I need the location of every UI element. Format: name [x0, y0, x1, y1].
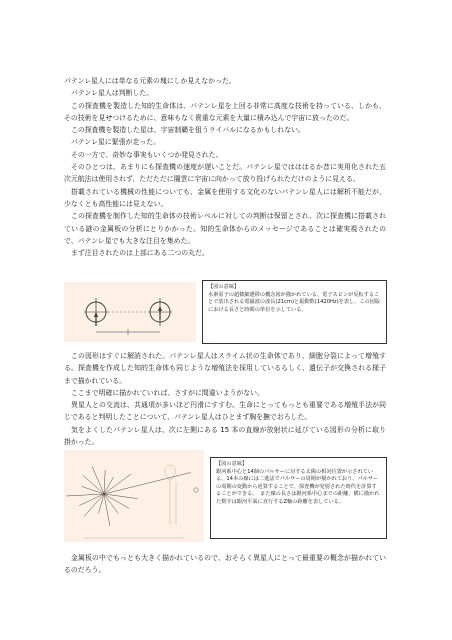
caption-heading: 【図の意味】: [208, 284, 240, 290]
pulsar-line: [104, 494, 138, 499]
figure1-caption: [202, 280, 387, 344]
paragraph: この探査機を製造した知的生命体は、パテンレ星を上回る非常に高度な技術を持っている、しかも、その技術を見せつけるために、意味もなく貴重な元素を大量に積み込んで宇宙に放ったのだ。: [64, 101, 386, 122]
paragraph: パテンレ星に緊張が走った。: [71, 138, 161, 147]
caption-body: 銀河系中心と14個のパルサーに対する太陽の相対位置が示されている。14本の線には二進法でパルサーの周期が描かれており、パルサーの周期の変動から逆算することで、探査機が発射された時代を計算することができる。 また線の長さは銀河系中心までの距離、横に描かれた数字は銀河平面に直行するZ軸の距離を表している。: [216, 468, 380, 505]
paragraph: まず注目されたのは上部にある二つの丸だ。: [71, 249, 209, 258]
caption-body: 水素原子の超微細遷移の概念図が描かれている、電子スピンが反転することで放出される電磁波の波長(21cm)と振動数(1420Hz)を表し、この図版における長さと時間の単位を示している。: [208, 291, 381, 313]
paragraph: この探査機を製造した星は、宇宙制覇を狙うライバルになるかもしれない。: [71, 126, 305, 135]
top-text: [64, 75, 386, 259]
pulsar-line: [104, 494, 129, 509]
paragraph: パテンレ星人は判断した。: [71, 89, 154, 98]
paragraph: 気をよくしたパテンレ星人は、次に左側にある 15 本の直線が放射状に延びている図形の分析に取り掛かった。: [64, 425, 386, 447]
pulsar-map-figure: [64, 450, 204, 542]
pulsar-line: [104, 470, 105, 494]
pulsar-line: [104, 494, 118, 514]
pulsar-line: [92, 466, 104, 494]
bottom-text: [64, 552, 386, 577]
paragraph: この図形はすぐに解読された。パテンレ星人はスライム状の生命体であり、細胞分裂によって増殖する。探査機を作成した知的生命体も同じような増殖法を採用しているらしく、遺伝子が交換される様子まで描かれている。: [64, 352, 386, 385]
pulsar-line: [104, 477, 113, 494]
pulsar-line: [104, 473, 191, 495]
middle-text: [64, 350, 386, 448]
hydrogen-transition-drawing: [64, 282, 196, 342]
caption-heading: 【図の意味】: [216, 461, 248, 467]
figure2-caption: [210, 457, 387, 539]
pulsar-line: [66, 494, 104, 496]
pulsar-line: [83, 475, 104, 494]
paragraph: その一方で、奇妙な事実もいくつか発見された。: [71, 150, 223, 159]
paragraph: この探査機を制作した知的生命体の技術レベルに対しての判断は保留とされ、次に探査機に搭載されている謎の金属板の分析にとりかかった。知的生命体からのメッセージであることは確実視されたので、パテンレ星でも大きな注目を集めた。: [64, 212, 386, 245]
paragraph: ここまで明確に描かれていれば、さすがに間違いようがない。: [71, 388, 264, 397]
paragraph: 金属板の中でもっとも大きく描かれているので、おそらく異星人にとって最重要の概念が描かれているのだろう。: [64, 554, 386, 575]
paragraph: そのひとつは、あまりにも探査機の速度が遅いことだ。パテンレ星ではははるか昔に実用化された五次元航法は使用されず、ただただに闇雲に宇宙に向かって放り投げられただけのように見える。: [64, 163, 386, 184]
pulsar-line: [82, 486, 105, 494]
paragraph: 異星人との交流は、共通項が多いほど円滑にすすむ。生命にとってもっとも重要である増殖手法が同じであると判明したことについて、パテンレ星人はひとまず胸を撫でおろした。: [64, 401, 386, 422]
pulsar-map-drawing: [64, 450, 204, 542]
hydrogen-transition-figure: [64, 282, 196, 342]
pulsar-line: [79, 494, 104, 506]
pulsar-line: [104, 474, 131, 494]
paragraph: 搭載されている機械の性能についても、金属を使用する文化のないパテンレ星人には解析不能だが、少なくとも高性能には見えない。: [64, 187, 386, 208]
pulsar-line: [104, 494, 110, 526]
paragraph: パテンレ星人には単なる元素の塊にしか見えなかった。: [64, 77, 236, 85]
